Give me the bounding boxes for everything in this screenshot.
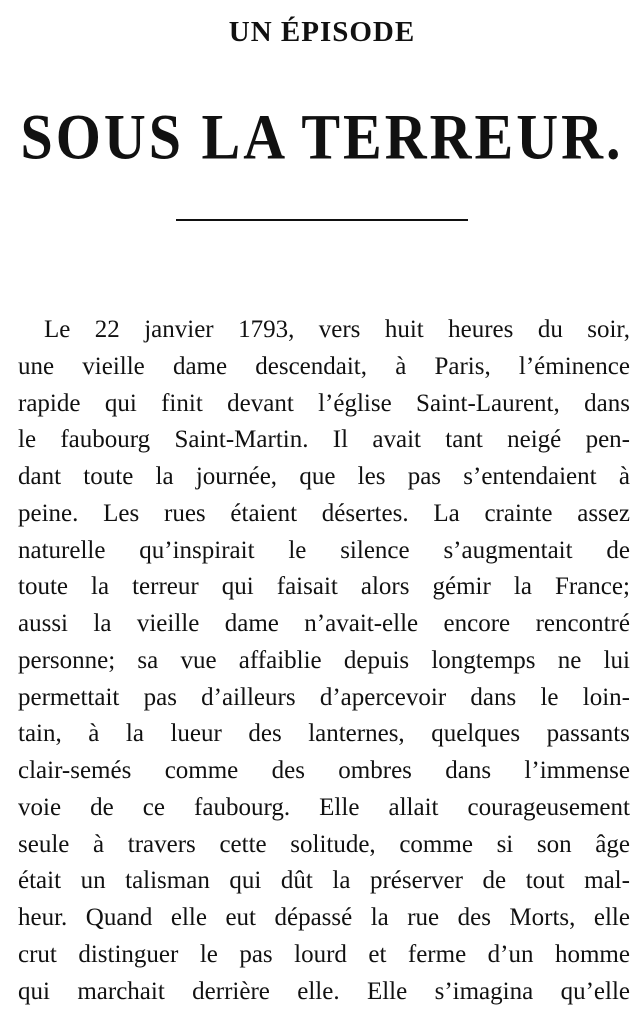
text-line: clair-semés comme des ombres dans l’immense — [18, 757, 630, 784]
text-line: heur. Quand elle eut dépassé la rue des Morts, elle — [18, 904, 630, 931]
text-line: crut distinguer le pas lourd et ferme d’un homme — [18, 940, 630, 968]
title-divider — [176, 219, 468, 221]
chapter-kicker: UN ÉPISODE — [228, 16, 416, 48]
text-line: une vieille dame descendait, à Paris, l’éminence — [18, 352, 630, 380]
text-line: tain, à la lueur des lanternes, quelques passants — [18, 720, 630, 748]
text-line: aussi la vieille dame n’avait-elle encore rencontré — [18, 610, 630, 637]
text-line: peine. Les rues étaient désertes. La crainte assez — [18, 499, 630, 527]
text-line: le faubourg Saint-Martin. Il avait tant neigé pen- — [18, 426, 630, 454]
text-line: toute la terreur qui faisait alors gémir la France; — [18, 573, 630, 601]
text-line: naturelle qu’inspirait le silence s’augmentait de — [18, 536, 630, 564]
text-line: personne; sa vue affaiblie depuis longtemps ne lui — [18, 646, 630, 674]
text-line: rapide qui finit devant l’église Saint-Laurent, dans — [18, 389, 630, 417]
text-line: Le 22 janvier 1793, vers huit heures du soir, — [44, 316, 630, 343]
text-line: qui marchait derrière elle. Elle s’imagina qu’elle — [18, 977, 630, 1005]
text-line: permettait pas d’ailleurs d’apercevoir dans le loin- — [18, 683, 630, 711]
body-text — [18, 312, 630, 1010]
text-line: était un talisman qui dût la préserver de tout mal- — [18, 867, 630, 895]
text-line: dant toute la journée, que les pas s’entendaient à — [18, 463, 630, 490]
chapter-title: SOUS LA TERREUR. — [20, 100, 624, 174]
text-line: voie de ce faubourg. Elle allait courageusement — [18, 793, 630, 821]
text-line: seule à travers cette solitude, comme si son âge — [18, 830, 630, 858]
